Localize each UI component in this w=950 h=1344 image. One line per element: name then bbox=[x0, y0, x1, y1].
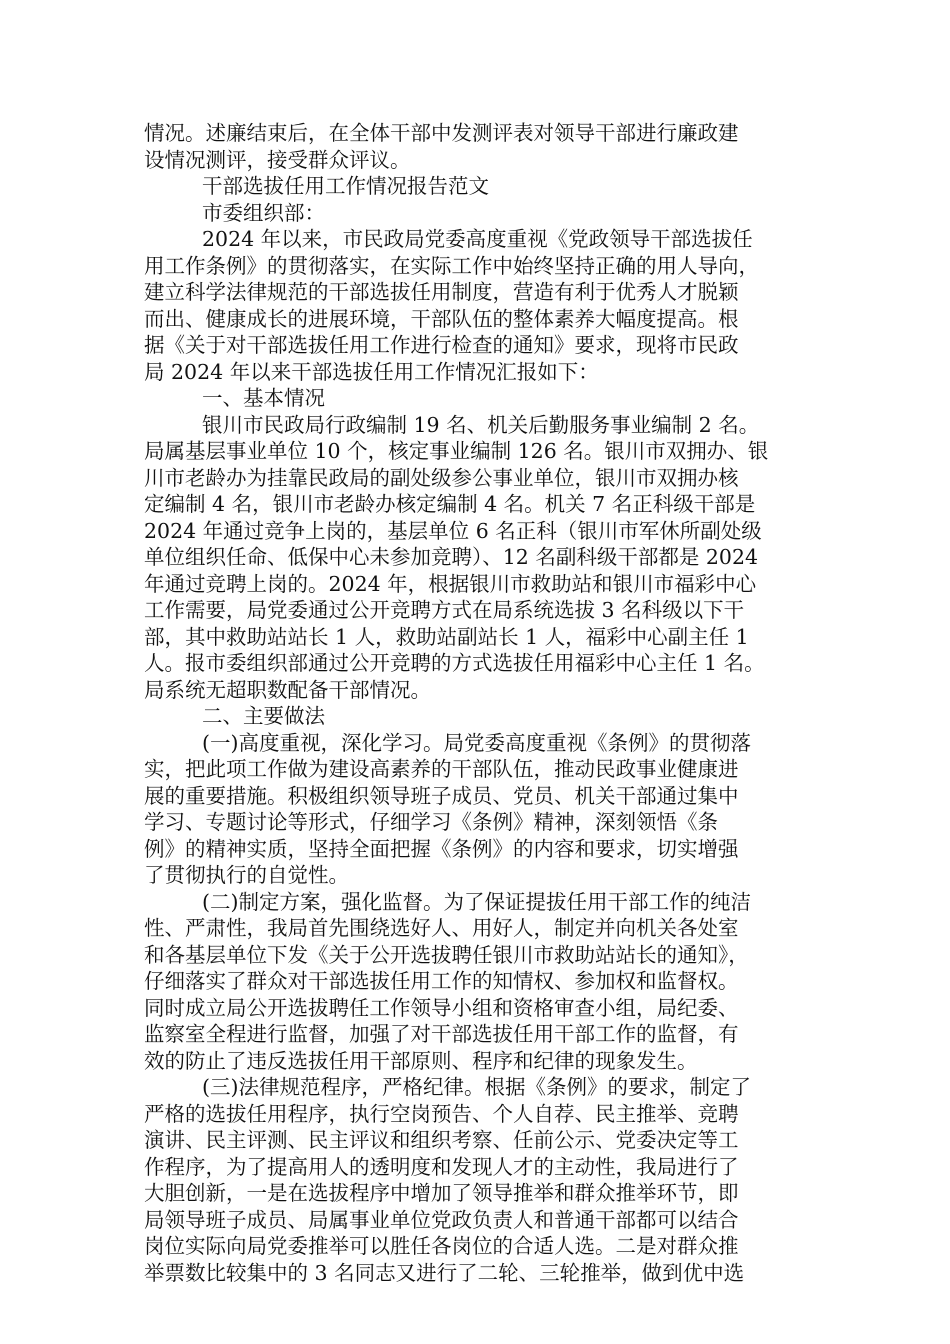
text-line: 年通过竞聘上岗的。2024 年，根据银川市救助站和银川市福彩中心 bbox=[144, 571, 757, 596]
text-line: 例》的精神实质，坚持全面把握《条例》的内容和要求，切实增强 bbox=[144, 836, 739, 861]
text-line: 局系统无超职数配备干部情况。 bbox=[144, 677, 431, 702]
document-body bbox=[144, 120, 806, 1286]
text-line: 大胆创新，一是在选拔程序中增加了领导推举和群众推举环节，即 bbox=[144, 1181, 739, 1205]
text-line: 实，把此项工作做为建设高素养的干部队伍，推动民政事业健康进 bbox=[144, 757, 739, 781]
text-line: 学习、专题讨论等形式，仔细学习《条例》精神，深刻领悟《条 bbox=[144, 810, 718, 834]
text-line: 人。报市委组织部通过公开竞聘的方式选拔任用福彩中心主任 1 名。 bbox=[144, 651, 765, 675]
text-line: 岗位实际向局党委推举可以胜任各岗位的合适人选。二是对群众推 bbox=[144, 1234, 739, 1258]
text-line: 设情况测评，接受群众评议。 bbox=[144, 147, 411, 172]
text-line: 2024 年通过竞争上岗的，基层单位 6 名正科（银川市军休所副处级 bbox=[144, 518, 762, 543]
text-line: 2024 年以来，市民政局党委高度重视《党政领导干部选拔任 bbox=[202, 227, 753, 251]
text-line: (三)法律规范程序，严格纪律。根据《条例》的要求，制定了 bbox=[202, 1075, 751, 1099]
text-line: 局领导班子成员、局属事业单位党政负责人和普通干部都可以结合 bbox=[144, 1207, 739, 1232]
text-line: 局属基层事业单位 10 个，核定事业编制 126 名。银川市双拥办、银 bbox=[144, 439, 769, 463]
text-line: 同时成立局公开选拔聘任工作领导小组和资格审查小组，局纪委、 bbox=[144, 995, 739, 1020]
text-line: 工作需要，局党委通过公开竞聘方式在局系统选拔 3 名科级以下干 bbox=[144, 598, 745, 622]
text-line: (二)制定方案，强化监督。为了保证提拔任用干部工作的纯洁 bbox=[202, 889, 751, 914]
text-line: 严格的选拔任用程序，执行空岗预告、个人自荐、民主推举、竞聘 bbox=[144, 1101, 739, 1126]
text-line: 银川市民政局行政编制 19 名、机关后勤服务事业编制 2 名。 bbox=[202, 412, 760, 437]
text-line: 一、基本情况 bbox=[202, 386, 325, 410]
text-line: (一)高度重视，深化学习。局党委高度重视《条例》的贯彻落 bbox=[202, 730, 751, 755]
text-line: 仔细落实了群众对干部选拔任用工作的知情权、参加权和监督权。 bbox=[144, 969, 739, 993]
text-line: 市委组织部： bbox=[202, 200, 325, 225]
text-line: 干部选拔任用工作情况报告范文 bbox=[202, 174, 489, 198]
text-line: 定编制 4 名，银川市老龄办核定编制 4 名。机关 7 名正科级干部是 bbox=[144, 492, 756, 516]
text-line: 举票数比较集中的 3 名同志又进行了二轮、三轮推举，做到优中选 bbox=[144, 1260, 745, 1285]
text-line: 性、严肃性，我局首先围绕选好人、用好人，制定并向机关各处室 bbox=[144, 916, 739, 940]
text-line: 据《关于对干部选拔任用工作进行检查的通知》要求，现将市民政 bbox=[144, 333, 739, 357]
text-line: 单位组织任命、低保中心未参加竞聘）、12 名副科级干部都是 2024 bbox=[144, 545, 759, 569]
text-line: 建立科学法律规范的干部选拔任用制度，营造有利于优秀人才脱颖 bbox=[144, 280, 739, 304]
text-line: 用工作条例》的贯彻落实，在实际工作中始终坚持正确的用人导向， bbox=[144, 253, 759, 278]
text-line: 部，其中救助站站长 1 人，救助站副站长 1 人，福彩中心副主任 1 bbox=[144, 624, 749, 649]
text-line: 监察室全程进行监督，加强了对干部选拔任用干部工作的监督，有 bbox=[144, 1022, 739, 1046]
text-line: 情况。述廉结束后，在全体干部中发测评表对领导干部进行廉政建 bbox=[144, 121, 739, 145]
text-line: 二、主要做法 bbox=[202, 704, 325, 728]
text-line: 效的防止了违反选拔任用干部原则、程序和纪律的现象发生。 bbox=[144, 1048, 698, 1073]
text-line: 了贯彻执行的自觉性。 bbox=[144, 863, 349, 887]
text-line: 而出、健康成长的进展环境，干部队伍的整体素养大幅度提高。根 bbox=[144, 306, 739, 331]
text-line: 演讲、民主评测、民主评议和组织考察、任前公示、党委决定等工 bbox=[144, 1128, 739, 1152]
text-line: 局 2024 年以来干部选拔任用工作情况汇报如下： bbox=[144, 359, 599, 384]
text-line: 展的重要措施。积极组织领导班子成员、党员、机关干部通过集中 bbox=[144, 783, 739, 808]
text-line: 作程序，为了提高用人的透明度和发现人才的主动性，我局进行了 bbox=[144, 1154, 739, 1179]
text-line: 川市老龄办为挂靠民政局的副处级参公事业单位，银川市双拥办核 bbox=[144, 465, 739, 490]
text-line: 和各基层单位下发《关于公开选拔聘任银川市救助站站长的通知》， bbox=[144, 942, 749, 967]
